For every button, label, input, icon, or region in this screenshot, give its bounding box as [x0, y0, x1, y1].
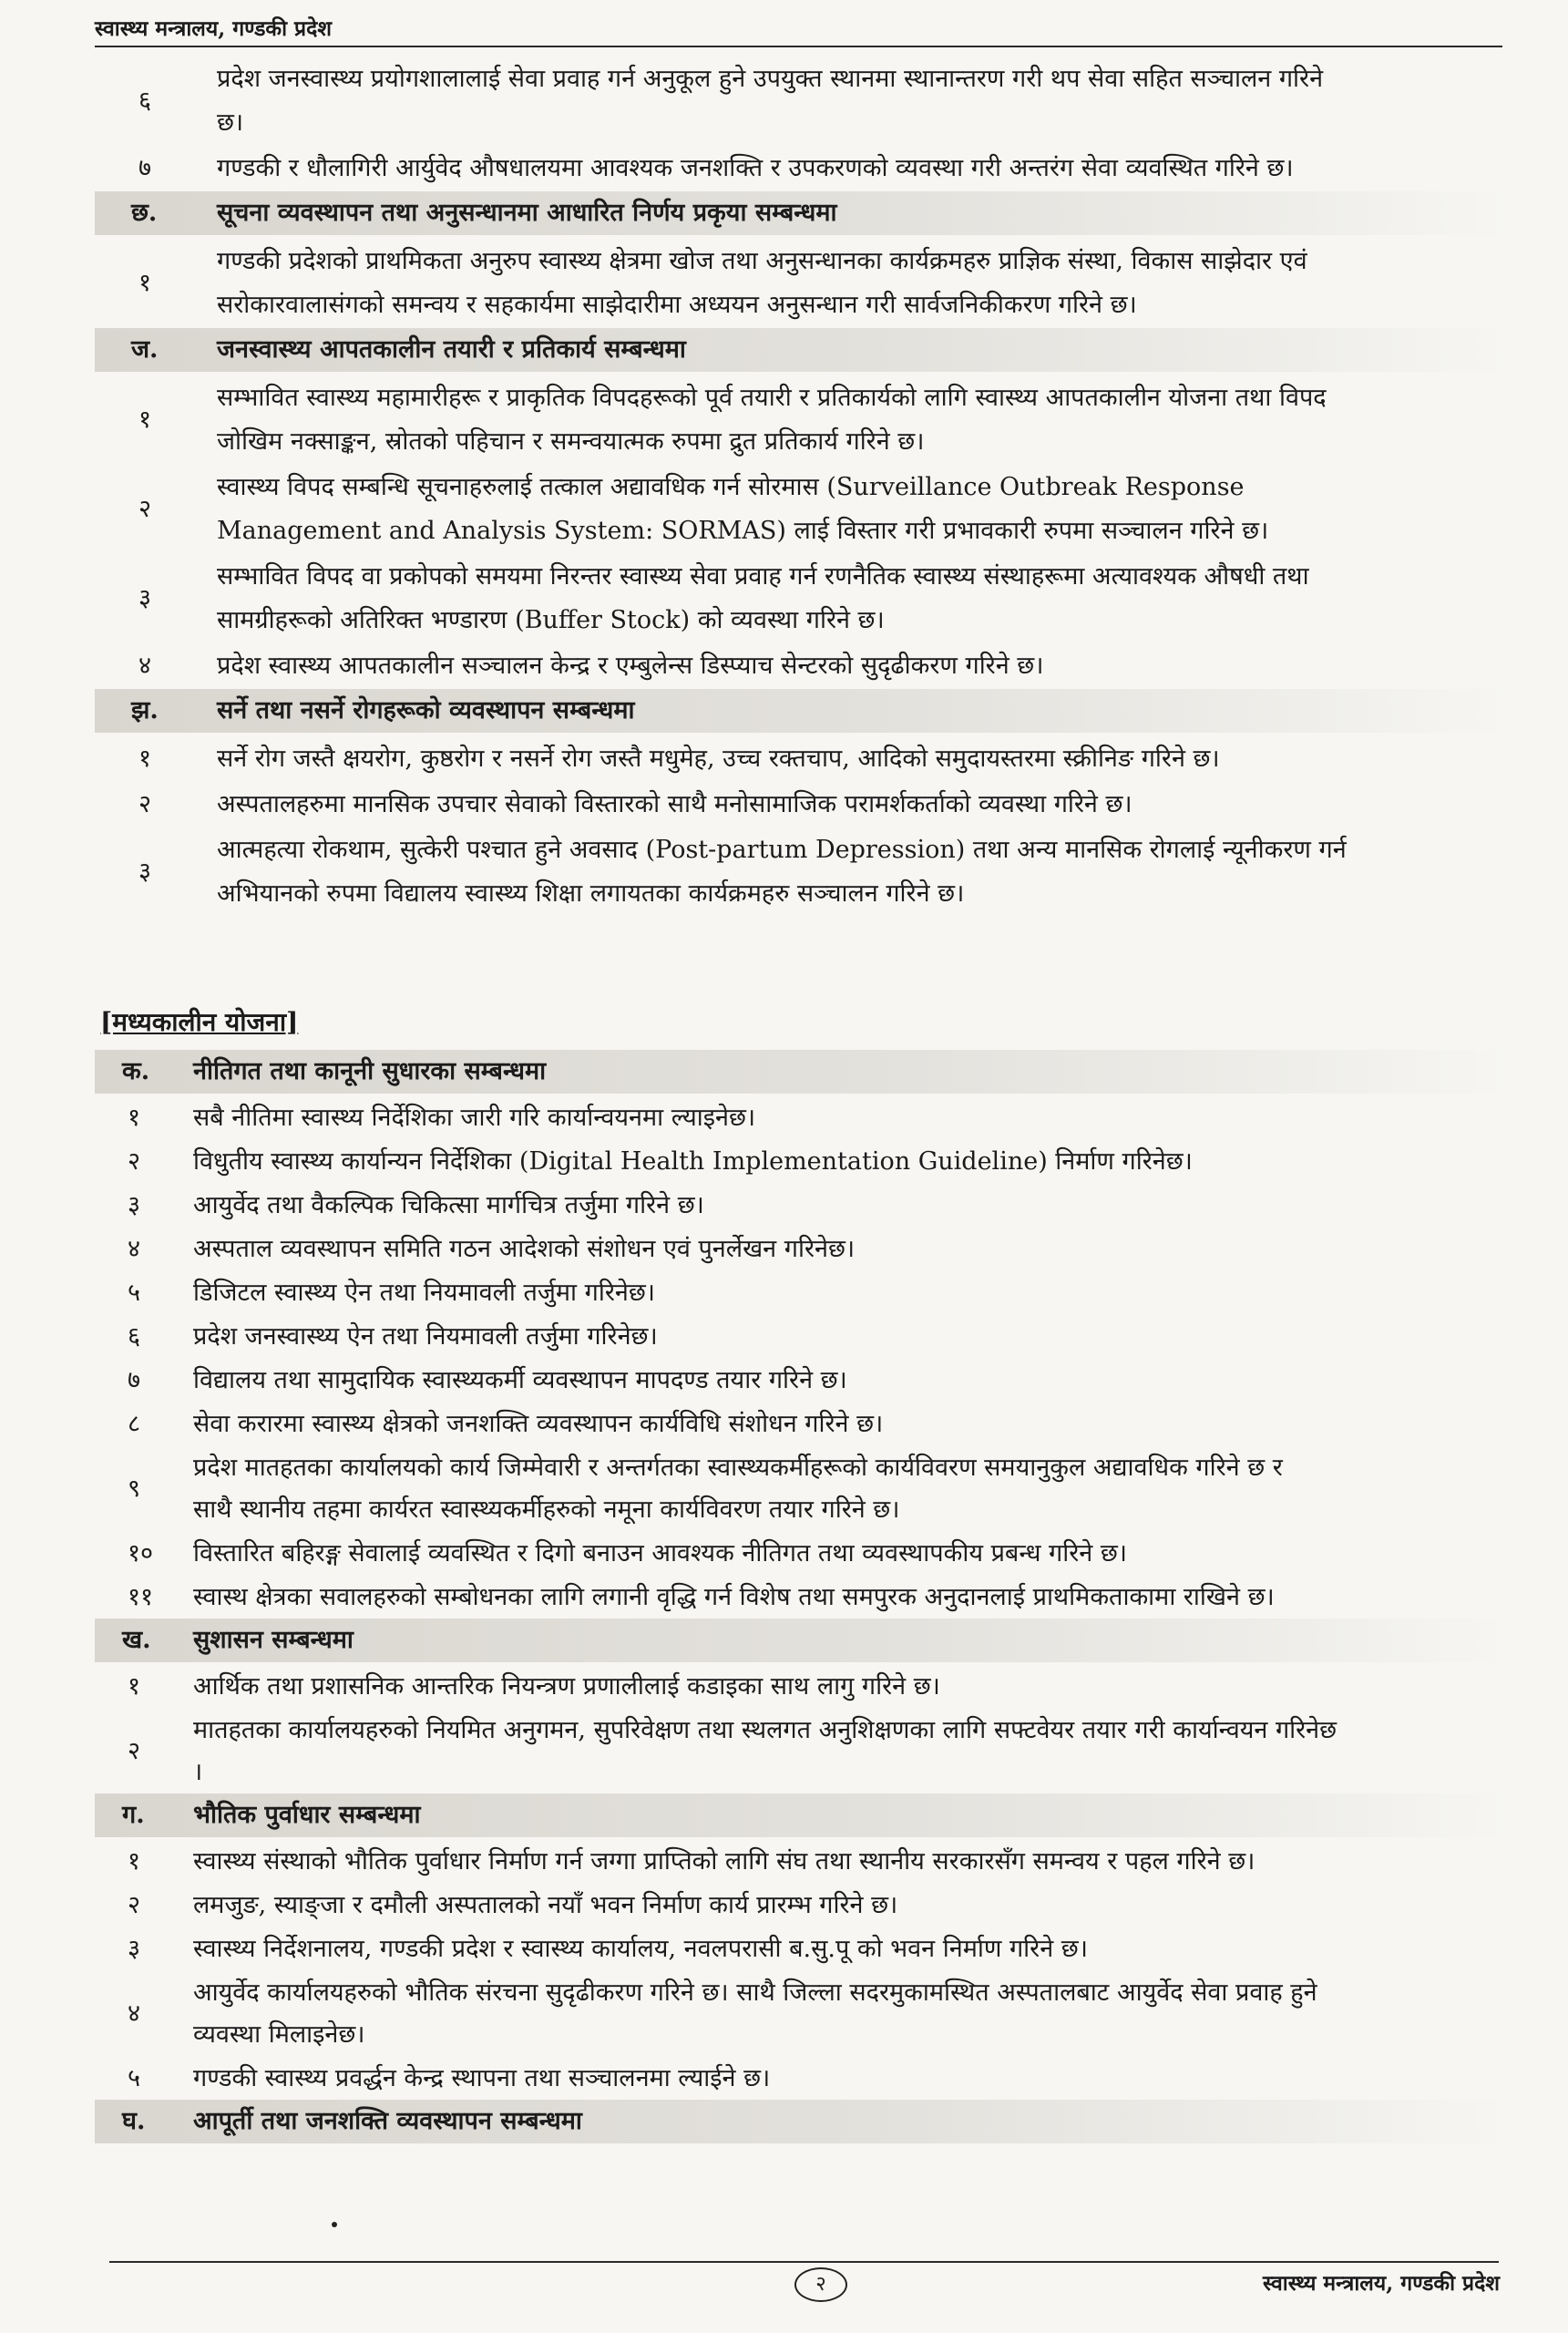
section-title: सुशासन सम्बन्धमा [193, 1626, 354, 1654]
list-item [0, 239, 1568, 326]
list-item [0, 465, 1568, 552]
section-letter: ग. [122, 1801, 145, 1829]
list-item [0, 1270, 1568, 1312]
item-text-line: व्यवस्था मिलाइनेछ। [193, 2020, 365, 2049]
item-text-line: प्रदेश जनस्वास्थ्य प्रयोगशालालाई सेवा प्रवाह गर्न अनुकूल हुने उपयुक्त स्थानमा स्थानान्तरण गरी थप सेवा सहित सञ्चालन गरिने [217, 65, 1324, 93]
item-number: २ [128, 1737, 141, 1765]
item-text-line: स्वास्थ्य संस्थाको भौतिक पुर्वाधार निर्माण गर्न जग्गा प्राप्तिको लागि संघ तथा स्थानीय सरकारसँग समन्वय र पहल गरिने छ। [193, 1847, 1255, 1876]
list-item [0, 2056, 1568, 2098]
footer-title: स्वास्थ्य मन्त्रालय, गण्डकी प्रदेश [1263, 2271, 1500, 2296]
list-item [0, 1575, 1568, 1617]
list-item [0, 1139, 1568, 1181]
item-number: ६ [128, 1322, 141, 1351]
item-text-line: सबै नीतिमा स्वास्थ्य निर्देशिका जारी गरि कार्यान्वयनमा ल्याइनेछ। [193, 1104, 756, 1132]
list-item [0, 1883, 1568, 1925]
list-item [0, 1927, 1568, 1968]
section-title: आपूर्ती तथा जनशक्ति व्यवस्थापन सम्बन्धमा [193, 2107, 582, 2135]
item-number: १ [138, 745, 152, 773]
section-title: जनस्वास्थ्य आपतकालीन तयारी र प्रतिकार्य सम्बन्धमा [217, 335, 686, 364]
item-text-line: आर्थिक तथा प्रशासनिक आन्तरिक नियन्त्रण प्रणालीलाई कडाइका साथ लागु गरिने छ। [193, 1672, 940, 1701]
item-text-line: जोखिम नक्साङ्कन, स्रोतको पहिचान र समन्वयात्मक रुपमा द्रुत प्रतिकार्य गरिने छ। [217, 427, 925, 456]
list-item [0, 554, 1568, 642]
item-number: १ [128, 1672, 141, 1701]
item-text-line: स्वास्थ्य विपद सम्बन्धि सूचनाहरुलाई तत्काल अद्यावधिक गर्न सोरमास (Surveillance Outbreak Response [217, 473, 1245, 501]
list-item [0, 57, 1568, 144]
section-letter: क. [122, 1057, 150, 1085]
list-item [0, 146, 1568, 190]
item-text-line: अभियानको रुपमा विद्यालय स्वास्थ्य शिक्षा लगायतका कार्यक्रमहरु सञ्चालन गरिने छ। [217, 879, 965, 908]
item-text-line: मातहतका कार्यालयहरुको नियमित अनुगमन, सुपरिवेक्षण तथा स्थलगत अनुशिक्षणका लागि सफ्टवेयर तयार गरी कार्यान्वयन गरिनेछ [193, 1716, 1337, 1744]
item-number: २ [128, 1891, 141, 1919]
list-item [0, 1358, 1568, 1400]
item-text-line: छ। [217, 108, 244, 137]
list-item [0, 1227, 1568, 1269]
item-number: २ [128, 1147, 141, 1176]
item-number: ७ [138, 154, 152, 182]
item-text-line: सामग्रीहरूको अतिरिक्त भण्डारण (Buffer Stock) को व्यवस्था गरिने छ। [217, 606, 885, 634]
item-text-line: विद्यालय तथा सामुदायिक स्वास्थ्यकर्मी व्यवस्थापन मापदण्ड तयार गरिने छ। [193, 1366, 847, 1394]
list-item [0, 1095, 1568, 1137]
item-text-line: आयुर्वेद कार्यालयहरुको भौतिक संरचना सुदृढीकरण गरिने छ। साथै जिल्ला सदरमुकामस्थित अस्पतालबाट आयुर्वेद सेवा प्रवाह हुने [193, 1978, 1317, 2007]
item-number: ३ [138, 584, 152, 612]
item-text-line: सरोकारवालासंगको समन्वय र सहकार्यमा साझेदारीमा अध्ययन अनुसन्धान गरी सार्वजनिकीकरण गरिने छ। [217, 291, 1137, 319]
stray-dot [332, 2222, 337, 2227]
item-text-line: विधुतीय स्वास्थ्य कार्यान्यन निर्देशिका (Digital Health Implementation Guideline) निर्माण गरिनेछ। [193, 1147, 1193, 1176]
section-heading [95, 689, 1512, 733]
footer-rule [109, 2261, 1499, 2263]
item-number: ३ [128, 1935, 141, 1963]
item-number: ५ [128, 2064, 141, 2092]
item-number: १ [128, 1104, 141, 1132]
list-item [0, 1970, 1568, 2054]
section-heading [95, 1050, 1512, 1094]
section-letter: ज. [131, 335, 159, 364]
item-text-line: अस्पताल व्यवस्थापन समिति गठन आदेशको संशोधन एवं पुनर्लेखन गरिनेछ। [193, 1235, 856, 1263]
item-text-line: सेवा करारमा स्वास्थ्य क्षेत्रको जनशक्ति व्यवस्थापन कार्यविधि संशोधन गरिने छ। [193, 1410, 884, 1438]
header-title: स्वास्थ्य मन्त्रालय, गण्डकी प्रदेश [95, 16, 332, 41]
item-number: ४ [138, 652, 152, 680]
item-text-line: अस्पतालहरुमा मानसिक उपचार सेवाको विस्तारको साथै मनोसामाजिक परामर्शकर्ताको व्यवस्था गरिने छ। [217, 790, 1132, 818]
list-item [0, 1708, 1568, 1792]
item-text-line: साथै स्थानीय तहमा कार्यरत स्वास्थ्यकर्मीहरुको नमूना कार्यविवरण तयार गरिने छ। [193, 1495, 900, 1524]
section-heading [95, 328, 1512, 372]
section-letter: घ. [122, 2107, 146, 2135]
item-number: १ [138, 406, 152, 434]
item-number: ४ [128, 1235, 141, 1263]
section-title: भौतिक पुर्वाधार सम्बन्धमा [193, 1801, 421, 1829]
item-text-line: आत्महत्या रोकथाम, सुत्केरी पश्चात हुने अवसाद (Post-partum Depression) तथा अन्य मानसिक रोगलाई न्यूनीकरण गर्न [217, 836, 1347, 864]
list-item [0, 827, 1568, 915]
section-heading [95, 1619, 1512, 1662]
item-number: ४ [128, 1999, 141, 2028]
item-text-line: प्रदेश जनस्वास्थ्य ऐन तथा नियमावली तर्जुमा गरिनेछ। [193, 1322, 658, 1351]
list-item [0, 736, 1568, 780]
section-letter: झ. [131, 696, 159, 725]
list-item [0, 1183, 1568, 1225]
item-number: ६ [138, 87, 152, 115]
item-number: १ [138, 269, 152, 297]
section-heading [95, 2100, 1512, 2143]
item-text-line: आयुर्वेद तथा वैकल्पिक चिकित्सा मार्गचित्र तर्जुमा गरिने छ। [193, 1191, 704, 1219]
item-text-line: स्वास्थ्य निर्देशनालय, गण्डकी प्रदेश र स्वास्थ्य कार्यालय, नवलपरासी ब.सु.पू को भवन निर्माण गरिने छ। [193, 1935, 1088, 1963]
item-text-line: सर्ने रोग जस्तै क्षयरोग, कुष्ठरोग र नसर्ने रोग जस्तै मधुमेह, उच्च रक्तचाप, आदिको समुदायस्तरमा स्क्रीनिङ गरिने छ। [217, 745, 1220, 773]
item-text-line: सम्भावित विपद वा प्रकोपको समयमा निरन्तर स्वास्थ्य सेवा प्रवाह गर्न रणनैतिक स्वास्थ्य संस्थाहरूमा अत्यावश्यक औषधी तथा [217, 562, 1309, 591]
item-text-line: सम्भावित स्वास्थ्य महामारीहरू र प्राकृतिक विपदहरूको पूर्व तयारी र प्रतिकार्यको लागि स्वास्थ्य आपतकालीन योजना तथा विपद [217, 384, 1327, 412]
item-number: १० [128, 1539, 154, 1567]
header-rule [95, 46, 1502, 47]
item-text-line: स्वास्थ क्षेत्रका सवालहरुको सम्बोधनका लागि लगानी वृद्धि गर्न विशेष तथा समपुरक अनुदानलाई प्राथमिकताकामा राखिने छ। [193, 1583, 1275, 1611]
section-title: सर्ने तथा नसर्ने रोगहरूको व्यवस्थापन सम्बन्धमा [217, 696, 635, 725]
list-item [0, 1445, 1568, 1529]
item-text-line: प्रदेश स्वास्थ्य आपतकालीन सञ्चालन केन्द्र र एम्बुलेन्स डिस्प्याच सेन्टरको सुदृढीकरण गरिने छ। [217, 652, 1044, 680]
item-text-line: । [193, 1758, 203, 1786]
section-title: नीतिगत तथा कानूनी सुधारका सम्बन्धमा [193, 1057, 547, 1085]
item-text-line: प्रदेश मातहतका कार्यालयको कार्य जिम्मेवारी र अन्तर्गतका स्वास्थ्यकर्मीहरूको कार्यविवरण समयानुकुल अद्यावधिक गरिने छ र [193, 1454, 1283, 1482]
item-text-line: गण्डकी र धौलागिरी आर्युवेद औषधालयमा आवश्यक जनशक्ति र उपकरणको व्यवस्था गरी अन्तरंग सेवा व्यवस्थित गरिने छ। [217, 154, 1294, 182]
list-item [0, 1839, 1568, 1881]
section-heading [95, 191, 1512, 235]
item-text-line: Management and Analysis System: SORMAS) लाई विस्तार गरी प्रभावकारी रुपमा सञ्चालन गरिने छ। [217, 517, 1269, 545]
item-number: २ [138, 790, 152, 818]
midterm-label: [मध्यकालीन योजना] [100, 1007, 299, 1037]
item-number: ३ [138, 858, 152, 886]
item-number: ११ [128, 1583, 154, 1611]
list-item [0, 782, 1568, 826]
list-item [0, 375, 1568, 463]
list-item [0, 643, 1568, 687]
section-letter: ख. [122, 1626, 151, 1654]
list-item [0, 1531, 1568, 1573]
section-letter: छ. [131, 199, 158, 227]
page-number: २ [794, 2267, 847, 2302]
item-text-line: गण्डकी स्वास्थ्य प्रवर्द्धन केन्द्र स्थापना तथा सञ्चालनमा ल्याईने छ। [193, 2064, 771, 2092]
item-number: ५ [128, 1279, 141, 1307]
item-number: १ [128, 1847, 141, 1876]
item-text-line: डिजिटल स्वास्थ्य ऐन तथा नियमावली तर्जुमा गरिनेछ। [193, 1279, 656, 1307]
item-number: २ [138, 495, 152, 523]
item-number: ८ [128, 1410, 141, 1438]
list-item [0, 1314, 1568, 1356]
section-heading [95, 1793, 1512, 1837]
item-text-line: विस्तारित बहिरङ्ग सेवालाई व्यवस्थित र दिगो बनाउन आवश्यक नीतिगत तथा व्यवस्थापकीय प्रबन्ध गरिने छ। [193, 1539, 1127, 1567]
item-number: ७ [128, 1366, 141, 1394]
item-number: ९ [128, 1475, 141, 1503]
item-text-line: गण्डकी प्रदेशको प्राथमिकता अनुरुप स्वास्थ्य क्षेत्रमा खोज तथा अनुसन्धानका कार्यक्रमहरु प्राज्ञिक संस्था, विकास साझेदार एवं [217, 247, 1307, 275]
item-number: ३ [128, 1191, 141, 1219]
section-title: सूचना व्यवस्थापन तथा अनुसन्धानमा आधारित निर्णय प्रकृया सम्बन्धमा [217, 199, 837, 227]
item-text-line: लमजुङ, स्याङ्जा र दमौली अस्पतालको नयाँ भवन निर्माण कार्य प्रारम्भ गरिने छ। [193, 1891, 898, 1919]
list-item [0, 1402, 1568, 1444]
list-item [0, 1664, 1568, 1706]
